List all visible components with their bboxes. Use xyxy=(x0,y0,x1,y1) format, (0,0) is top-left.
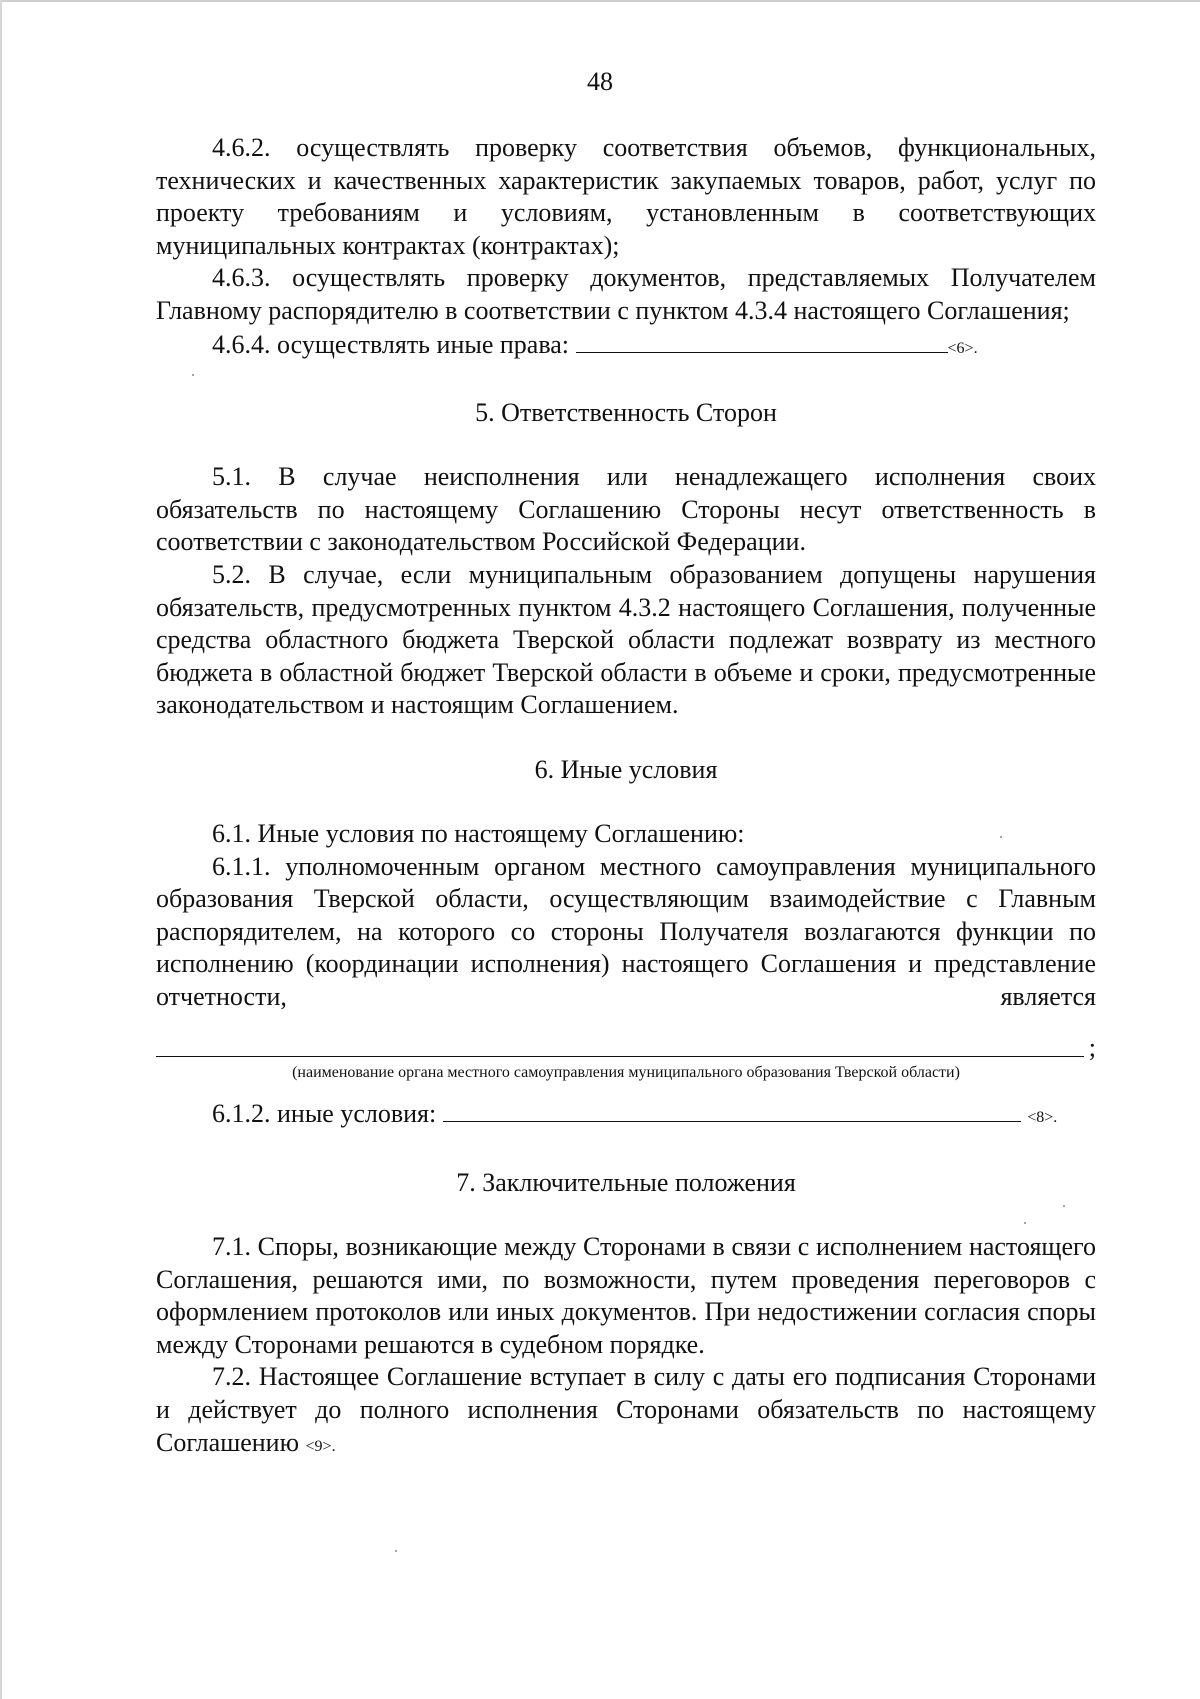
paragraph-7-2-text: 7.2. Настоящее Соглашение вступает в силу с даты его подписания Сторонами и действует до полного исполнения Сторонами обязательств по настоящему Соглашению xyxy=(156,1362,1096,1457)
line-end-semicolon: ; xyxy=(1088,1033,1096,1063)
scan-speck xyxy=(192,374,194,376)
spacer xyxy=(156,1199,1096,1231)
footnote-ref-9: <9>. xyxy=(305,1437,336,1455)
spacer xyxy=(156,1135,1096,1167)
paragraph-6-1-2 xyxy=(156,1097,1096,1135)
paragraph-4-6-4 xyxy=(156,328,1096,366)
section-5-title: 5. Ответственность Сторон xyxy=(475,398,777,428)
page-number: 48 xyxy=(587,67,613,96)
paragraph-7-2 xyxy=(156,1361,1096,1463)
spacer xyxy=(156,786,1096,818)
paragraph-5-1: 5.1. В случае неисполнения или ненадлежащего исполнения своих обязательств по настоящему Соглашению Стороны несут ответственность в соответствии с законодательством Российской Федерации. xyxy=(156,462,1096,557)
blank-fill-line-authority xyxy=(156,1019,1096,1063)
spacer xyxy=(156,365,1096,397)
field-caption-authority: (наименование органа местного самоуправления муниципального образования Тверской области) xyxy=(292,1064,960,1082)
blank-fill-line-conditions xyxy=(443,1097,1021,1122)
paragraph-6-1-2-text: 6.1.2. иные условия: xyxy=(212,1099,437,1129)
footnote-ref-8: <8>. xyxy=(1027,1109,1058,1127)
paragraph-6-1-1: 6.1.1. уполномоченным органом местного самоуправления муниципального образования Тверской области, осуществляющим взаимодействие с Главным распорядителем, на которого со стороны Получателя возлагаются функции по исполнению (координации исполнения) настоящего Соглашения и представление отчетности, является xyxy=(156,851,1096,1011)
blank-fill-line-rights xyxy=(576,328,948,353)
section-6-title: 6. Иные условия xyxy=(534,754,718,784)
paragraph-6-1: 6.1. Иные условия по настоящему Соглашению: xyxy=(212,818,745,848)
spacer xyxy=(156,429,1096,461)
scan-speck xyxy=(1024,1222,1026,1224)
fill-line xyxy=(156,1056,1084,1057)
spacer xyxy=(156,722,1096,754)
scan-speck xyxy=(1063,1205,1065,1207)
paragraph-4-6-4-text: 4.6.4. осуществлять иные права: xyxy=(212,329,570,359)
paragraph-4-6-2: 4.6.2. осуществлять проверку соответствия объемов, функциональных, технических и качественных характеристик закупаемых товаров, работ, услуг по проекту требованиям и условиям, установленным в соответствующих муниципальных контрактах (контрактах); xyxy=(156,133,1096,260)
scan-speck xyxy=(1000,836,1002,838)
scan-speck xyxy=(395,1550,397,1552)
paragraph-5-2: 5.2. В случае, если муниципальным образованием допущены нарушения обязательств, предусмотренных пунктом 4.3.2 настоящего Соглашения, полученные средства областного бюджета Тверской области подлежат возврату из местного бюджета в областной бюджет Тверской области в объеме и сроки, предусмотренные законодательством и настоящим Соглашением. xyxy=(156,559,1096,720)
scan-edge-top xyxy=(0,0,1200,2)
paragraph-4-6-3: 4.6.3. осуществлять проверку документов, представляемых Получателем Главному распорядителю в соответствии с пунктом 4.3.4 настоящего Соглашения; xyxy=(156,263,1096,325)
section-7-title: 7. Заключительные положения xyxy=(456,1168,796,1198)
footnote-ref-6: <6>. xyxy=(947,339,978,357)
paragraph-7-1: 7.1. Споры, возникающие между Сторонами в связи с исполнением настоящего Соглашения, решаются ими, по возможности, путем проведения переговоров с оформлением протоколов или иных документов. При недостижении согласия споры между Сторонами решаются в судебном порядке. xyxy=(156,1232,1096,1359)
document-body xyxy=(156,132,1096,1463)
scan-edge-left xyxy=(0,0,2,1699)
